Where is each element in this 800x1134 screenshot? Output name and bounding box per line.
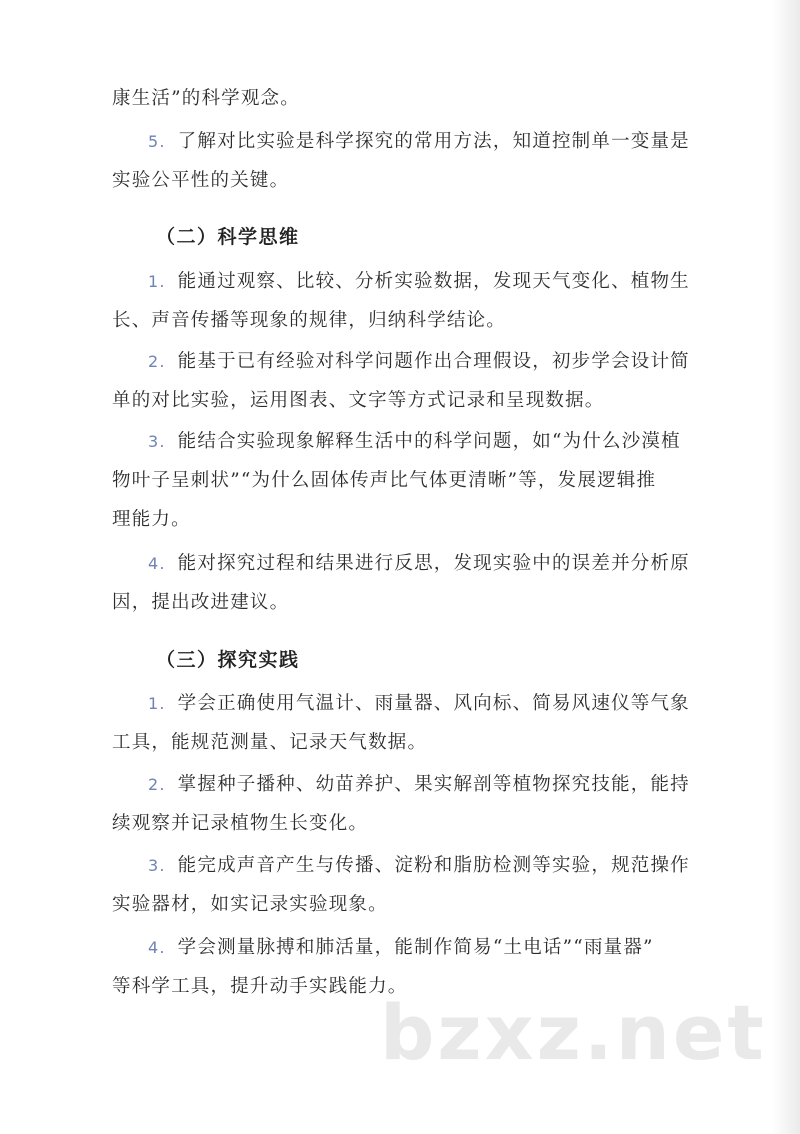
paragraph-continuation <box>112 79 692 118</box>
text-line: 能结合实验现象解释生活中的科学问题，如“为什么沙漠植 <box>177 431 681 452</box>
practice-item-2 <box>112 765 692 843</box>
item-number: 4. <box>148 554 166 573</box>
text-line: 学会正确使用气温计、雨量器、风向标、简易风速仪等气象 <box>177 693 690 714</box>
item-number: 3. <box>148 856 166 875</box>
text-line: 等科学工具，提升动手实践能力。 <box>112 976 408 997</box>
text-line: 续观察并记录植物生长变化。 <box>112 813 369 834</box>
text-line: 工具，能规范测量、记录天气数据。 <box>112 732 428 753</box>
text-line: 因，提出改进建议。 <box>112 592 290 613</box>
text-line: 能对探究过程和结果进行反思，发现实验中的误差并分析原 <box>177 553 690 574</box>
item-5 <box>112 122 692 200</box>
thinking-item-1 <box>112 262 692 340</box>
text-line: 能通过观察、比较、分析实验数据，发现天气变化、植物生 <box>177 271 690 292</box>
thinking-item-2 <box>112 342 692 420</box>
text-line: 学会测量脉搏和肺活量，能制作简易“土电话”“雨量器” <box>177 937 654 958</box>
item-number: 2. <box>148 352 166 371</box>
text-line: 理能力。 <box>112 509 191 530</box>
thinking-item-4 <box>112 544 692 622</box>
text-line: 能完成声音产生与传播、淀粉和脂肪检测等实验，规范操作 <box>177 855 690 876</box>
page-edge-shadow <box>772 0 800 1134</box>
item-number: 1. <box>148 694 166 713</box>
text-line: 掌握种子播种、幼苗养护、果实解剖等植物探究技能，能持 <box>177 774 690 795</box>
item-number: 3. <box>148 432 166 451</box>
thinking-item-3 <box>112 422 692 539</box>
text-line: 单的对比实验，运用图表、文字等方式记录和呈现数据。 <box>112 390 605 411</box>
section-heading-inquiry-practice: （三）探究实践 <box>156 649 300 671</box>
watermark: bzxz.net <box>380 988 767 1077</box>
text-line: 实验公平性的关键。 <box>112 170 290 191</box>
item-number: 2. <box>148 775 166 794</box>
text-line: 康生活”的科学观念。 <box>112 88 300 109</box>
text-line: 能基于已有经验对科学问题作出合理假设，初步学会设计简 <box>177 351 690 372</box>
item-number: 1. <box>148 272 166 291</box>
practice-item-3 <box>112 846 692 924</box>
text-line: 长、声音传播等现象的规律，归纳科学结论。 <box>112 310 507 331</box>
practice-item-1 <box>112 684 692 762</box>
text-line: 物叶子呈刺状”“为什么固体传声比气体更清晰”等，发展逻辑推 <box>112 470 657 491</box>
text-line: 实验器材，如实记录实验现象。 <box>112 894 388 915</box>
section-heading-scientific-thinking: （二）科学思维 <box>156 226 300 248</box>
text-line: 了解对比实验是科学探究的常用方法，知道控制单一变量是 <box>177 131 690 152</box>
item-number: 4. <box>148 938 166 957</box>
item-number: 5. <box>148 132 166 151</box>
